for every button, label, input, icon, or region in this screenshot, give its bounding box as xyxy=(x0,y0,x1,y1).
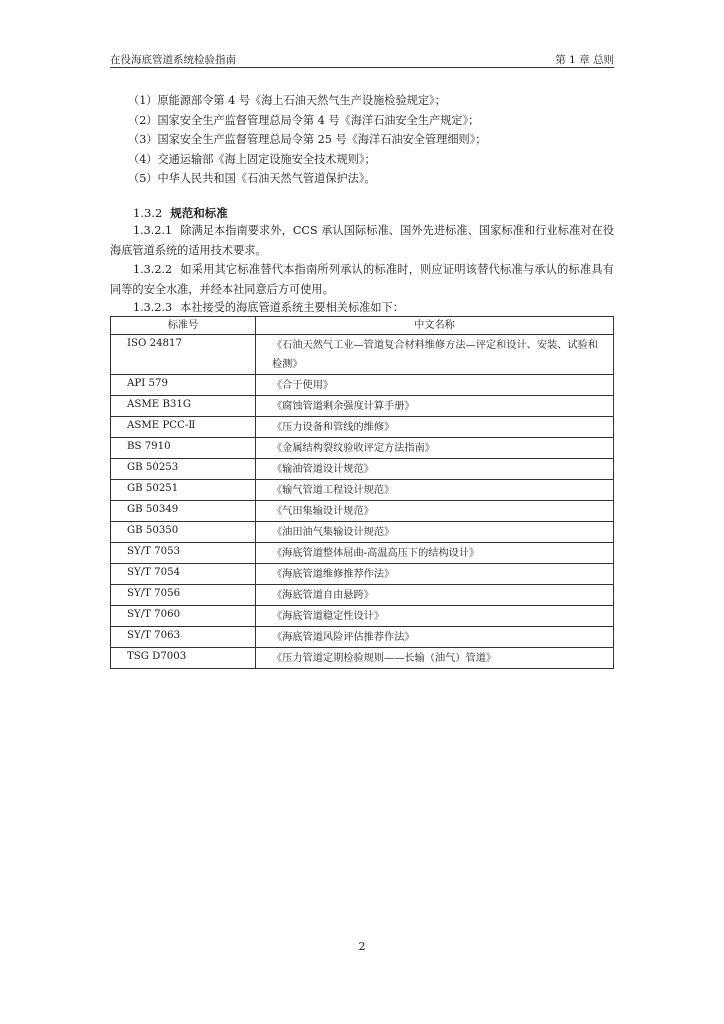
standard-code-cell: SY/T 7053 xyxy=(111,543,256,564)
standard-name-cell: 《海底管道风险评估推荐作法》 xyxy=(256,627,614,648)
table-row xyxy=(111,564,614,585)
table-row xyxy=(111,648,614,669)
table-row xyxy=(111,480,614,501)
column-header-chinese-name: 中文名称 xyxy=(256,317,614,335)
standard-code-cell: API 579 xyxy=(111,375,256,396)
standard-code-cell: GB 50349 xyxy=(111,501,256,522)
table-row xyxy=(111,606,614,627)
clause-number: 1.3.2.2 xyxy=(133,263,173,276)
table-row xyxy=(111,459,614,480)
standard-name-cell: 《海底管道自由悬跨》 xyxy=(256,585,614,606)
standard-name-cell: 《海底管道整体屈曲-高温高压下的结构设计》 xyxy=(256,543,614,564)
standard-name-cell: 《输油管道设计规范》 xyxy=(256,459,614,480)
standard-name-cell: 《海底管道维修推荐作法》 xyxy=(256,564,614,585)
standard-name-cell: 《腐蚀管道剩余强度计算手册》 xyxy=(256,396,614,417)
section-heading xyxy=(133,205,228,221)
table-row xyxy=(111,396,614,417)
reference-item: （2）国家安全生产监督管理总局令第 4 号《海洋石油安全生产规定》； xyxy=(128,113,480,127)
clause-paragraph xyxy=(110,221,614,260)
standard-code-cell: GB 50251 xyxy=(111,480,256,501)
standard-code-cell: ASME PCC-Ⅱ xyxy=(111,417,256,438)
standard-code-cell: TSG D7003 xyxy=(111,648,256,669)
standard-code-cell: BS 7910 xyxy=(111,438,256,459)
table-row xyxy=(111,627,614,648)
standard-name-cell: 《石油天然气工业—管道复合材料维修方法—评定和设计、安装、试验和检测》 xyxy=(256,335,614,375)
reference-item: （3）国家安全生产监督管理总局令第 25 号《海洋石油安全管理细则》； xyxy=(128,133,487,146)
standard-code-cell: GB 50350 xyxy=(111,522,256,543)
table-row xyxy=(111,585,614,606)
header-chapter-title: 第 1 章 总则 xyxy=(555,54,614,66)
standard-name-cell: 《压力设备和管线的维修》 xyxy=(256,417,614,438)
header-document-title: 在役海底管道系统检验指南 xyxy=(110,54,236,66)
clause-text: 本社接受的海底管道系统主要相关标准如下： xyxy=(180,301,404,314)
standard-code-cell: SY/T 7054 xyxy=(111,564,256,585)
standard-code-cell: ASME B31G xyxy=(111,396,256,417)
standard-name-cell: 《气田集输设计规范》 xyxy=(256,501,614,522)
standard-code-cell: GB 50253 xyxy=(111,459,256,480)
table-row xyxy=(111,543,614,564)
table-row xyxy=(111,417,614,438)
standard-name-cell: 《油田油气集输设计规范》 xyxy=(256,522,614,543)
standard-name-cell: 《金属结构裂纹验收评定方法指南》 xyxy=(256,438,614,459)
standard-code-cell: SY/T 7056 xyxy=(111,585,256,606)
table-row xyxy=(111,335,614,375)
clause-number: 1.3.2.3 xyxy=(133,301,173,314)
table-row xyxy=(111,438,614,459)
table-row xyxy=(111,501,614,522)
standards-table xyxy=(110,316,614,669)
standard-name-cell: 《输气管道工程设计规范》 xyxy=(256,480,614,501)
standard-code-cell: ISO 24817 xyxy=(111,335,256,375)
standard-name-cell: 《合于使用》 xyxy=(256,375,614,396)
clause-number: 1.3.2.1 xyxy=(133,224,173,237)
standard-code-cell: SY/T 7063 xyxy=(111,627,256,648)
regulation-reference-list xyxy=(128,91,614,189)
standard-code-cell: SY/T 7060 xyxy=(111,606,256,627)
column-header-standard-code: 标准号 xyxy=(111,317,256,335)
section-title: 规范和标准 xyxy=(170,206,228,220)
clause-paragraph xyxy=(110,298,614,318)
page-number: 2 xyxy=(358,940,366,953)
table-header-row xyxy=(111,317,614,335)
table-row xyxy=(111,375,614,396)
reference-item: （5）中华人民共和国《石油天然气管道保护法》。 xyxy=(128,172,376,185)
section-number: 1.3.2 xyxy=(133,206,163,220)
standard-name-cell: 《压力管道定期检验规则——长输（油气）管道》 xyxy=(256,648,614,669)
reference-item: （1）原能源部令第 4 号《海上石油天然气生产设施检验规定》； xyxy=(128,94,446,107)
reference-item: （4）交通运输部《海上固定设施安全技术规则》； xyxy=(128,152,376,166)
clause-text: 如采用其它标准替代本指南所列承认的标准时，则应证明该替代标准与承认的标准具有同等的安全水准，并经本社同意后方可使用。 xyxy=(110,263,614,296)
clause-text: 除满足本指南要求外，CCS 承认国际标准、国外先进标准、国家标准和行业标准对在役海底管道系统的适用技术要求。 xyxy=(110,224,614,257)
table-row xyxy=(111,522,614,543)
standard-name-cell: 《海底管道稳定性设计》 xyxy=(256,606,614,627)
page-header xyxy=(110,53,614,68)
clause-paragraph xyxy=(110,260,614,299)
